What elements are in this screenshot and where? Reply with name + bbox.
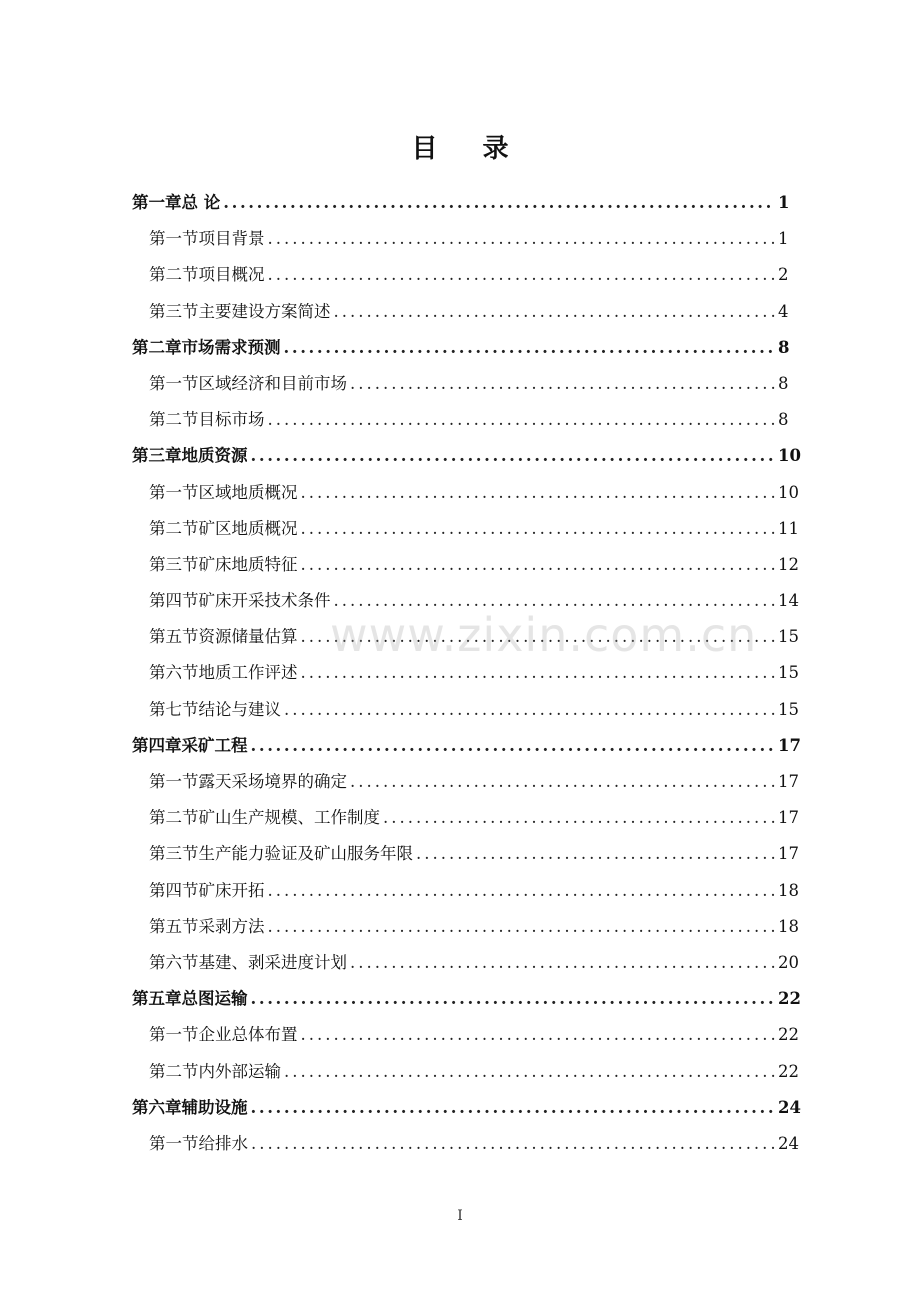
toc-entry-number: 第五节: [149, 916, 199, 936]
toc-section-entry[interactable]: [132, 257, 788, 293]
toc-entry-title: 区域地质概况: [198, 482, 298, 502]
toc-chapter-entry[interactable]: [132, 438, 801, 474]
toc-entry-number: 第六章: [132, 1097, 182, 1117]
dot-leader: [301, 1017, 776, 1053]
dot-leader: [301, 511, 776, 547]
toc-entry-page: 15: [778, 627, 799, 647]
toc-chapter-entry[interactable]: [132, 330, 788, 366]
dot-leader: [301, 619, 776, 655]
toc-entry-title: 项目背景: [198, 229, 265, 249]
dot-leader: [383, 800, 775, 836]
toc-section-entry[interactable]: [132, 475, 799, 511]
dot-leader: [251, 1126, 775, 1162]
toc-entry-number: 第一章: [132, 193, 182, 212]
toc-entry-number: 第二章: [132, 337, 182, 357]
toc-entry-page: 2: [778, 265, 789, 285]
dot-leader: [284, 330, 776, 366]
toc-section-entry[interactable]: [132, 764, 799, 800]
toc-entry-number: 第四节: [149, 591, 199, 611]
toc-entry-page: 14: [778, 591, 799, 611]
toc-section-entry[interactable]: [132, 366, 788, 402]
dot-leader: [301, 655, 776, 691]
toc-entry-page: 8: [778, 410, 789, 430]
page-number-footer: I: [457, 1208, 463, 1224]
dot-leader: [284, 1054, 775, 1090]
dot-leader: [268, 909, 776, 945]
toc-entry-number: 第一节: [149, 1133, 199, 1153]
toc-section-entry[interactable]: [132, 583, 799, 619]
toc-entry-title: 企业总体布置: [198, 1025, 298, 1045]
toc-entry-title: 矿床开采技术条件: [198, 591, 331, 611]
toc-entry-title: 采矿工程: [181, 735, 248, 755]
toc-entry-title: 生产能力验证及矿山服务年限: [198, 844, 413, 864]
dot-leader: [268, 873, 776, 909]
toc-chapter-entry[interactable]: [132, 728, 801, 764]
toc-entry-page: 8: [778, 373, 789, 393]
toc-entry-page: 17: [778, 844, 799, 864]
toc-entry-title: 基建、剥采进度计划: [198, 952, 347, 972]
toc-section-entry[interactable]: [132, 221, 788, 257]
toc-entry-number: 第一节: [149, 772, 199, 791]
toc-entry-number: 第四章: [132, 735, 182, 755]
toc-entry-title: 地质资源: [181, 446, 248, 466]
toc-entry-title: 给排水: [198, 1133, 248, 1153]
toc-chapter-entry[interactable]: [132, 981, 801, 1017]
toc-section-entry[interactable]: [132, 294, 788, 330]
toc-section-entry[interactable]: [132, 511, 799, 547]
toc-entry-page: 22: [778, 989, 801, 1009]
dot-leader: [301, 547, 776, 583]
toc-entry-page: 12: [778, 554, 799, 574]
toc-entry-page: 1: [778, 229, 789, 249]
toc-entry-page: 17: [778, 735, 801, 755]
dot-leader: [301, 475, 776, 511]
watermark: www.zixin.com.cn: [330, 608, 758, 662]
toc-entry-number: 第五章: [132, 989, 182, 1009]
toc-entry-title: 目标市场: [198, 410, 265, 430]
toc-entry-page: 8: [778, 337, 790, 357]
toc-entry-page: 18: [778, 880, 799, 900]
toc-entry-number: 第五节: [149, 627, 199, 647]
dot-leader: [350, 366, 775, 402]
toc-entry-number: 第六节: [149, 952, 199, 972]
toc-entry-page: 24: [778, 1097, 801, 1117]
toc-entry-title: 采剥方法: [198, 916, 265, 936]
toc-entry-page: 10: [778, 482, 799, 502]
toc-entry-title: 露天采场境界的确定: [198, 772, 347, 791]
toc-entry-title: 矿床地质特征: [198, 554, 298, 574]
toc-section-entry[interactable]: [132, 836, 799, 872]
toc-section-entry[interactable]: [132, 1017, 799, 1053]
toc-entry-page: 22: [778, 1061, 799, 1081]
toc-section-entry[interactable]: [132, 873, 799, 909]
dot-leader: [350, 764, 775, 800]
toc-section-entry[interactable]: [132, 692, 799, 728]
toc-entry-title: 资源储量估算: [198, 627, 298, 647]
toc-entry-number: 第一节: [149, 229, 199, 249]
toc-entry-title: 结论与建议: [198, 699, 281, 719]
toc-section-entry[interactable]: [132, 619, 799, 655]
toc-entry-number: 第三章: [132, 446, 182, 466]
table-of-contents: [132, 185, 801, 1162]
toc-section-entry[interactable]: [132, 1126, 799, 1162]
toc-entry-title: 矿山生产规模、工作制度: [198, 808, 380, 828]
toc-section-entry[interactable]: [132, 547, 799, 583]
toc-entry-number: 第二节: [149, 808, 199, 828]
dot-leader: [268, 402, 776, 438]
toc-entry-title: 区域经济和目前市场: [198, 373, 347, 393]
toc-entry-title: 矿区地质概况: [198, 518, 298, 538]
toc-entry-title: 内外部运输: [198, 1061, 281, 1081]
dot-leader: [334, 583, 776, 619]
toc-entry-page: 10: [778, 446, 801, 466]
page-title: 目 录: [411, 134, 527, 164]
toc-entry-title: 辅助设施: [181, 1097, 248, 1117]
dot-leader: [251, 438, 776, 474]
toc-entry-page: 11: [778, 518, 799, 538]
toc-entry-number: 第七节: [149, 699, 199, 719]
dot-leader: [284, 692, 775, 728]
toc-section-entry[interactable]: [132, 909, 799, 945]
toc-entry-title: 项目概况: [198, 265, 265, 285]
toc-section-entry[interactable]: [132, 402, 788, 438]
toc-entry-number: 第一节: [149, 482, 199, 502]
toc-entry-title: 总 论: [181, 193, 221, 212]
toc-entry-number: 第一节: [149, 373, 199, 393]
dot-leader: [334, 294, 776, 330]
toc-entry-page: 20: [778, 952, 799, 972]
dot-leader: [251, 981, 776, 1017]
toc-entry-title: 市场需求预测: [181, 337, 281, 357]
toc-section-entry[interactable]: [132, 945, 799, 981]
toc-entry-title: 矿床开拓: [198, 880, 265, 900]
toc-entry-page: 17: [778, 808, 799, 828]
toc-entry-page: 22: [778, 1025, 799, 1045]
dot-leader: [251, 1090, 776, 1126]
toc-entry-title: 地质工作评述: [198, 663, 298, 683]
toc-section-entry[interactable]: [132, 800, 799, 836]
toc-section-entry[interactable]: [132, 1054, 799, 1090]
toc-section-entry[interactable]: [132, 655, 799, 691]
toc-entry-page: 15: [778, 663, 799, 683]
toc-entry-number: 第三节: [149, 301, 199, 321]
toc-entry-page: 17: [778, 772, 799, 791]
dot-leader: [350, 945, 775, 981]
toc-entry-page: 18: [778, 916, 799, 936]
toc-chapter-entry[interactable]: [132, 1090, 801, 1126]
toc-entry-number: 第三节: [149, 554, 199, 574]
toc-entry-page: 15: [778, 699, 799, 719]
toc-entry-page: 4: [778, 301, 789, 321]
toc-entry-number: 第二节: [149, 265, 199, 285]
toc-entry-number: 第四节: [149, 880, 199, 900]
dot-leader: [251, 728, 776, 764]
dot-leader: [416, 836, 775, 872]
toc-entry-number: 第一节: [149, 1025, 199, 1045]
toc-entry-title: 总图运输: [181, 989, 248, 1009]
toc-entry-number: 第二节: [149, 410, 199, 430]
toc-entry-page: 24: [778, 1133, 799, 1153]
dot-leader: [223, 185, 775, 221]
toc-entry-title: 主要建设方案简述: [198, 301, 331, 321]
toc-entry-number: 第三节: [149, 844, 199, 864]
toc-chapter-entry[interactable]: [132, 185, 788, 221]
toc-entry-page: 1: [778, 193, 790, 212]
dot-leader: [268, 257, 776, 293]
toc-entry-number: 第六节: [149, 663, 199, 683]
toc-entry-number: 第二节: [149, 518, 199, 538]
toc-entry-number: 第二节: [149, 1061, 199, 1081]
dot-leader: [268, 221, 776, 257]
